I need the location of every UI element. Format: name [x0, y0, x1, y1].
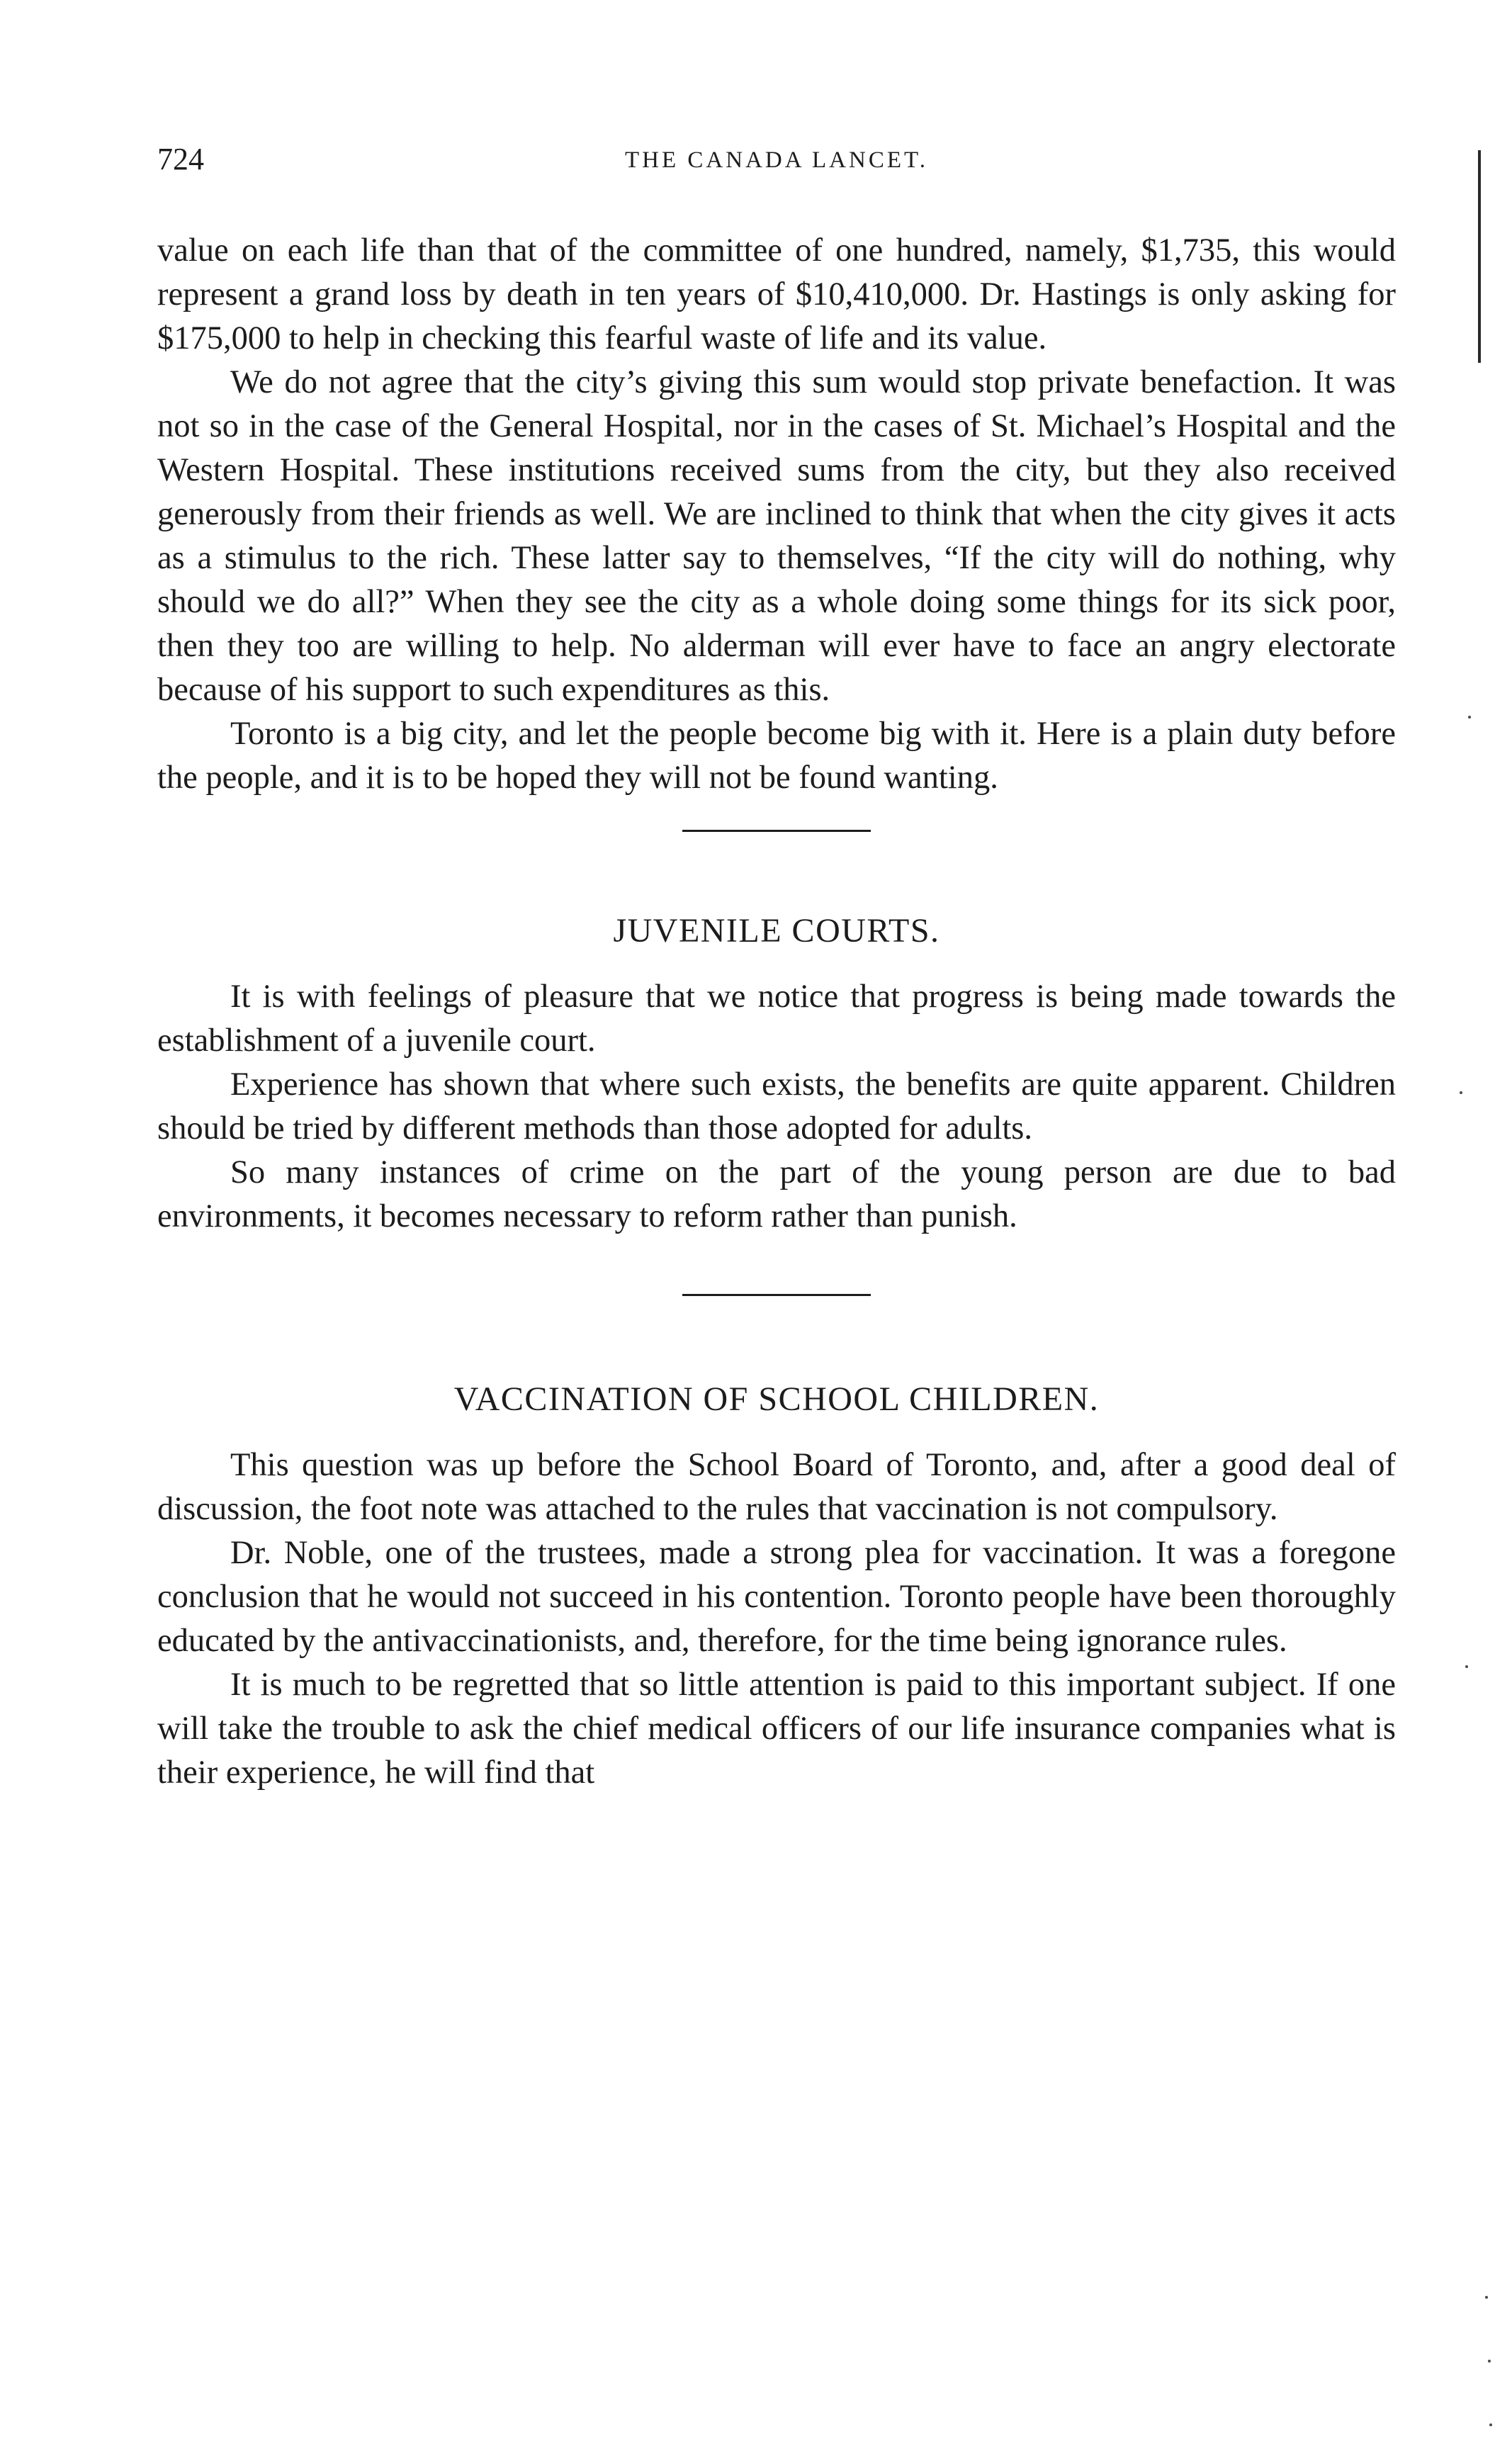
paragraph: value on each life than that of the committee of one hundred, namely, $1,735, this would represent a grand loss by death in ten years of $10,410,000. Dr. Hastings is only asking for $175,000 to help in checking this fearful waste of life and its value.	[157, 232, 1396, 356]
paragraph: We do not agree that the city’s giving this sum would stop private benefaction. It was not so in the case of the General Hospital, nor in the cases of St. Michael’s Hospital and the Western Hospital. These institutions received sums from the city, but they also received generously from their friends as well. We are inclined to think that when the city gives it acts as a stimulus to the rich. These latter say to themselves, “If the city will do nothing, why should we do all?” When they see the city as a whole doing some things for its sick poor, then they too are willing to help. No alderman will ever have to face an angry electorate because of his support to such expenditures as this.	[157, 364, 1396, 708]
intro-section	[157, 229, 1396, 800]
scan-speck	[1488, 2360, 1491, 2363]
page-number: 724	[157, 142, 204, 176]
scan-speck	[1460, 1091, 1462, 1094]
paragraph: Dr. Noble, one of the trustees, made a strong plea for vaccination. It was a foregone conclusion that he would not succeed in his contention. Toronto people have been thoroughly educated by the antivaccinationists, and, therefore, for the time being ignorance rules.	[157, 1535, 1396, 1659]
scan-speck	[1485, 2296, 1488, 2299]
scan-speck	[1489, 2423, 1492, 2426]
scan-margin-mark	[1478, 150, 1481, 363]
scan-speck	[1465, 1665, 1468, 1668]
section-divider	[682, 830, 871, 832]
paragraph: Experience has shown that where such exists, the benefits are quite apparent. Children should be tried by different methods than those adopted for adults.	[157, 1066, 1396, 1147]
paragraph: Toronto is a big city, and let the people become big with it. Here is a plain duty before the people, and it is to be hoped they will not be found wanting.	[157, 716, 1396, 796]
paragraph: This question was up before the School Board of Toronto, and, after a good deal of discussion, the foot note was attached to the rules that vaccination is not compulsory.	[157, 1447, 1396, 1527]
page	[157, 138, 1396, 1795]
journal-title: THE CANADA LANCET.	[625, 147, 928, 173]
vaccination-section	[157, 1443, 1396, 1795]
paragraph: It is much to be regretted that so little attention is paid to this important subject. If one will take the trouble to ask the chief medical officers of our life insurance companies what is their experience, he will find that	[157, 1667, 1396, 1791]
section-heading: VACCINATION OF SCHOOL CHILDREN.	[453, 1380, 1100, 1418]
paragraph: It is with feelings of pleasure that we notice that progress is being made towards the establishment of a juvenile court.	[157, 979, 1396, 1059]
scan-speck	[1468, 716, 1471, 719]
section-divider	[682, 1294, 871, 1296]
running-head	[157, 138, 1396, 188]
paragraph: So many instances of crime on the part of the young person are due to bad environments, it becomes necessary to reform rather than punish.	[157, 1154, 1396, 1234]
juvenile-courts-section	[157, 975, 1396, 1239]
section-heading: JUVENILE COURTS.	[613, 912, 940, 950]
